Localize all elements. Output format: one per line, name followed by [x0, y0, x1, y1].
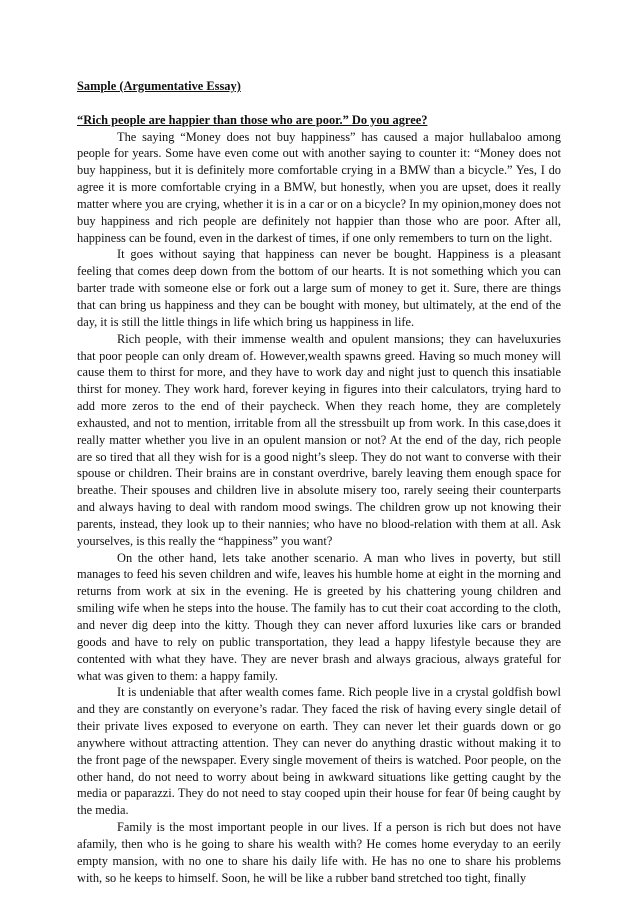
paragraph-5: It is undeniable that after wealth comes fame. Rich people live in a crystal goldfish bowl and they are constantly on everyone’s radar. They faced the risk of having every single detail of their private lives exposed to everyone on earth. They can never let their guards down or go anywhere without attracting attention. They can never do anything drastic without making it to the front page of the newspaper. Every single movement of theirs is watched. Poor people, on the other hand, do not need to worry about being in awkward situations like getting caught by the media or paparazzi. They do not need to stay cooped upin their house for fear 0f being caught by the media. [77, 685, 561, 818]
document-label: Sample (Argumentative Essay) [77, 79, 241, 93]
paragraph-6: Family is the most important people in our lives. If a person is rich but does not have afamily, then who is he going to share his wealth with? He comes home everyday to an eerily empty mansion, with no one to share his daily life with. He has no one to share his problems with, so he keeps to himself. Soon, he will be like a rubber band stretched too tight, finally [77, 820, 561, 885]
paragraph-2: It goes without saying that happiness can never be bought. Happiness is a pleasant feeling that comes deep down from the bottom of our hearts. It is not something which you can barter trade with someone else or fork out a large sum of money to get it. Sure, there are things that can bring us happiness and they can be bought with money, but ultimately, at the end of the day, it is still the little things in life which bring us happiness in life. [77, 247, 561, 329]
paragraph-4: On the other hand, lets take another scenario. A man who lives in poverty, but still manages to feed his seven children and wife, leaves his humble home at eight in the morning and returns from work at six in the evening. He is greeted by his chattering young children and smiling wife when he steps into the house. The family has to cut their coat according to the cloth, and never dig deep into the kitty. Though they can never afford luxuries like cars or branded goods and have to rely on public transportation, they lead a happy lifestyle because they are contented with what they have. They are never brash and always gracious, always grateful for what was given to them: a happy family. [77, 550, 561, 683]
essay-page [77, 78, 561, 887]
spacer [77, 95, 561, 112]
essay-title: “Rich people are happier than those who are poor.” Do you agree? [77, 112, 428, 127]
paragraph-1: The saying “Money does not buy happiness” has caused a major hullabaloo among people for years. Some have even come out with another saying to counter it: “Money does not buy happiness, but it is definitely more comfortable crying in a BMW than a bicycle.” Yes, I do agree it is more comfortable crying in a BMW, but honestly, when you are upset, does it really matter where you are crying, whether it is in a car or on a bicycle? In my opinion,money does not buy happiness and rich people are definitely not happier than those who are poor. After all, happiness can be found, even in the darkest of times, if one only remembers to turn on the light. [77, 129, 561, 245]
paragraph-3: Rich people, with their immense wealth and opulent mansions; they can haveluxuries that poor people can only dream of. However,wealth spawns greed. Having so much money will cause them to thirst for more, and they have to work day and night just to quench this insatiable thirst for money. They work hard, forever keying in figures into their calculators, trying hard to add more zeros to the end of their paycheck. When they reach home, they are completely exhausted, and not to mention, irritable from all the stressbuilt up from work. In this case,does it really matter whether you live in an opulent mansion or not? At the end of the day, rich people are so tired that all they wish for is a good night’s sleep. They do not want to converse with their spouse or children. Their brains are in constant overdrive, barely leaving them enough space for breathe. Their spouses and children live in absolute misery too, rarely seeing their counterparts and always having to deal with random mood swings. The children grow up not knowing their parents, instead, they look up to their nannies; who have no blood-relation with them at all. Ask yourselves, is this really the “happiness” you want? [77, 331, 561, 548]
